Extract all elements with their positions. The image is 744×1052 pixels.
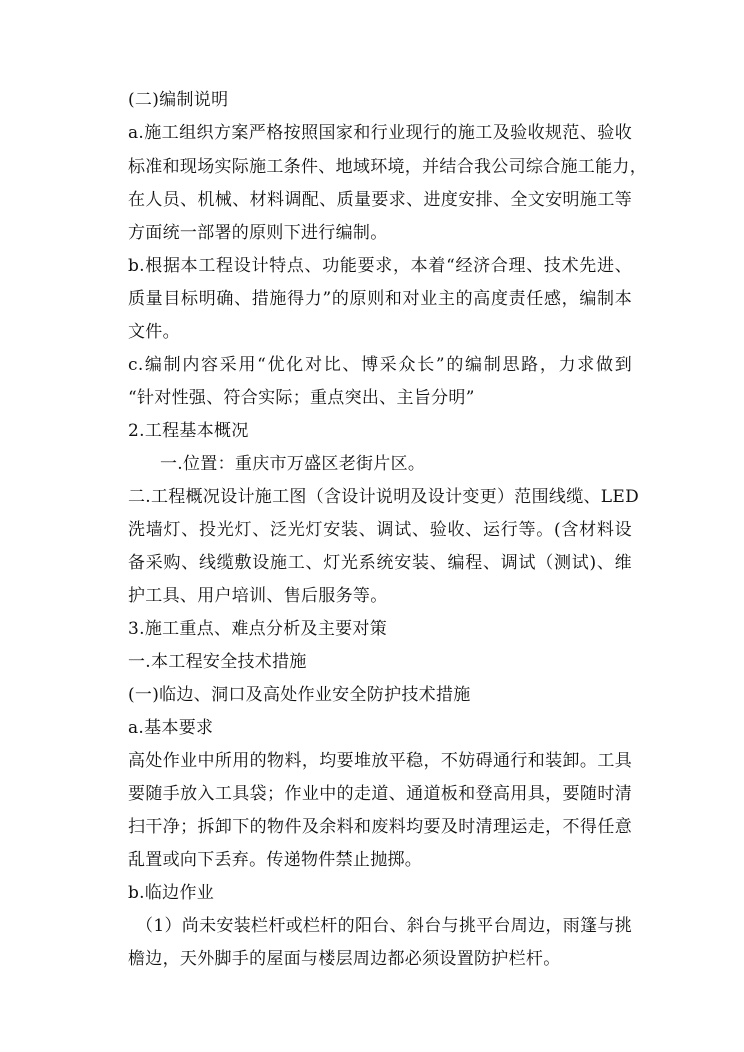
paragraph-line: 檐边，天外脚手的屋面与楼层周边都必须设置防护栏杆。	[128, 949, 561, 969]
paragraph-line: 高处作业中所用的物料，均要堆放平稳，不妨碍通行和装卸。工具	[128, 751, 632, 771]
heading-basic-requirements: a.基本要求	[128, 718, 214, 738]
paragraph-line: “针对性强、符合实际；重点突出、主旨分明”	[128, 388, 475, 408]
paragraph-line: 标准和现场实际施工条件、地域环境，并结合我公司综合施工能力，	[128, 157, 647, 177]
location-line: 一.位置：重庆市万盛区老街片区。	[160, 454, 426, 474]
paragraph-line: 文件。	[128, 322, 180, 342]
paragraph-line: 洗墙灯、投光灯、泛光灯安装、调试、验收、运行等。(含材料设	[128, 520, 632, 540]
heading-edge-work: b.临边作业	[128, 883, 215, 903]
paragraph-line: 扫干净；拆卸下的物件及余料和废料均要及时清理运走，不得任意	[128, 817, 632, 837]
paragraph-line: 备采购、线缆敷设施工、灯光系统安装、编程、调试（测试)、维	[128, 553, 632, 573]
heading-edge-protection: (一)临边、洞口及高处作业安全防护技术措施	[128, 685, 471, 705]
paragraph-line: a.施工组织方案严格按照国家和行业现行的施工及验收规范、验收	[128, 123, 632, 143]
paragraph-line: 要随手放入工具袋；作业中的走道、通道板和登高用具，要随时清	[128, 784, 632, 804]
paragraph-line: 质量目标明确、措施得力”的原则和对业主的高度责任感，编制本	[128, 289, 632, 309]
paragraph-line: 在人员、机械、材料调配、质量要求、进度安排、全文安明施工等	[128, 190, 632, 210]
paragraph-line: 方面统一部署的原则下进行编制。	[128, 223, 388, 243]
paragraph-line: 乱置或向下丢弃。传递物件禁止抛掷。	[128, 850, 423, 870]
paragraph-line: b.根据本工程设计特点、功能要求，本着“经济合理、技术先进、	[128, 256, 632, 276]
heading-key-points: 3.施工重点、难点分析及主要对策	[128, 619, 388, 639]
heading-safety-measures: 一.本工程安全技术措施	[128, 652, 307, 672]
paragraph-line: （1）尚未安装栏杆或栏杆的阳台、斜台与挑平台周边，雨篷与挑	[136, 916, 632, 936]
paragraph-line: c.编制内容采用“优化对比、博采众长”的编制思路，力求做到	[128, 355, 632, 375]
heading-project-overview: 2.工程基本概况	[128, 421, 249, 441]
paragraph-line: 二.工程概况设计施工图（含设计说明及设计变更）范围线缆、LED	[128, 487, 640, 507]
paragraph-line: 护工具、用户培训、售后服务等。	[128, 586, 388, 606]
heading-compilation-notes: (二)编制说明	[128, 90, 229, 110]
